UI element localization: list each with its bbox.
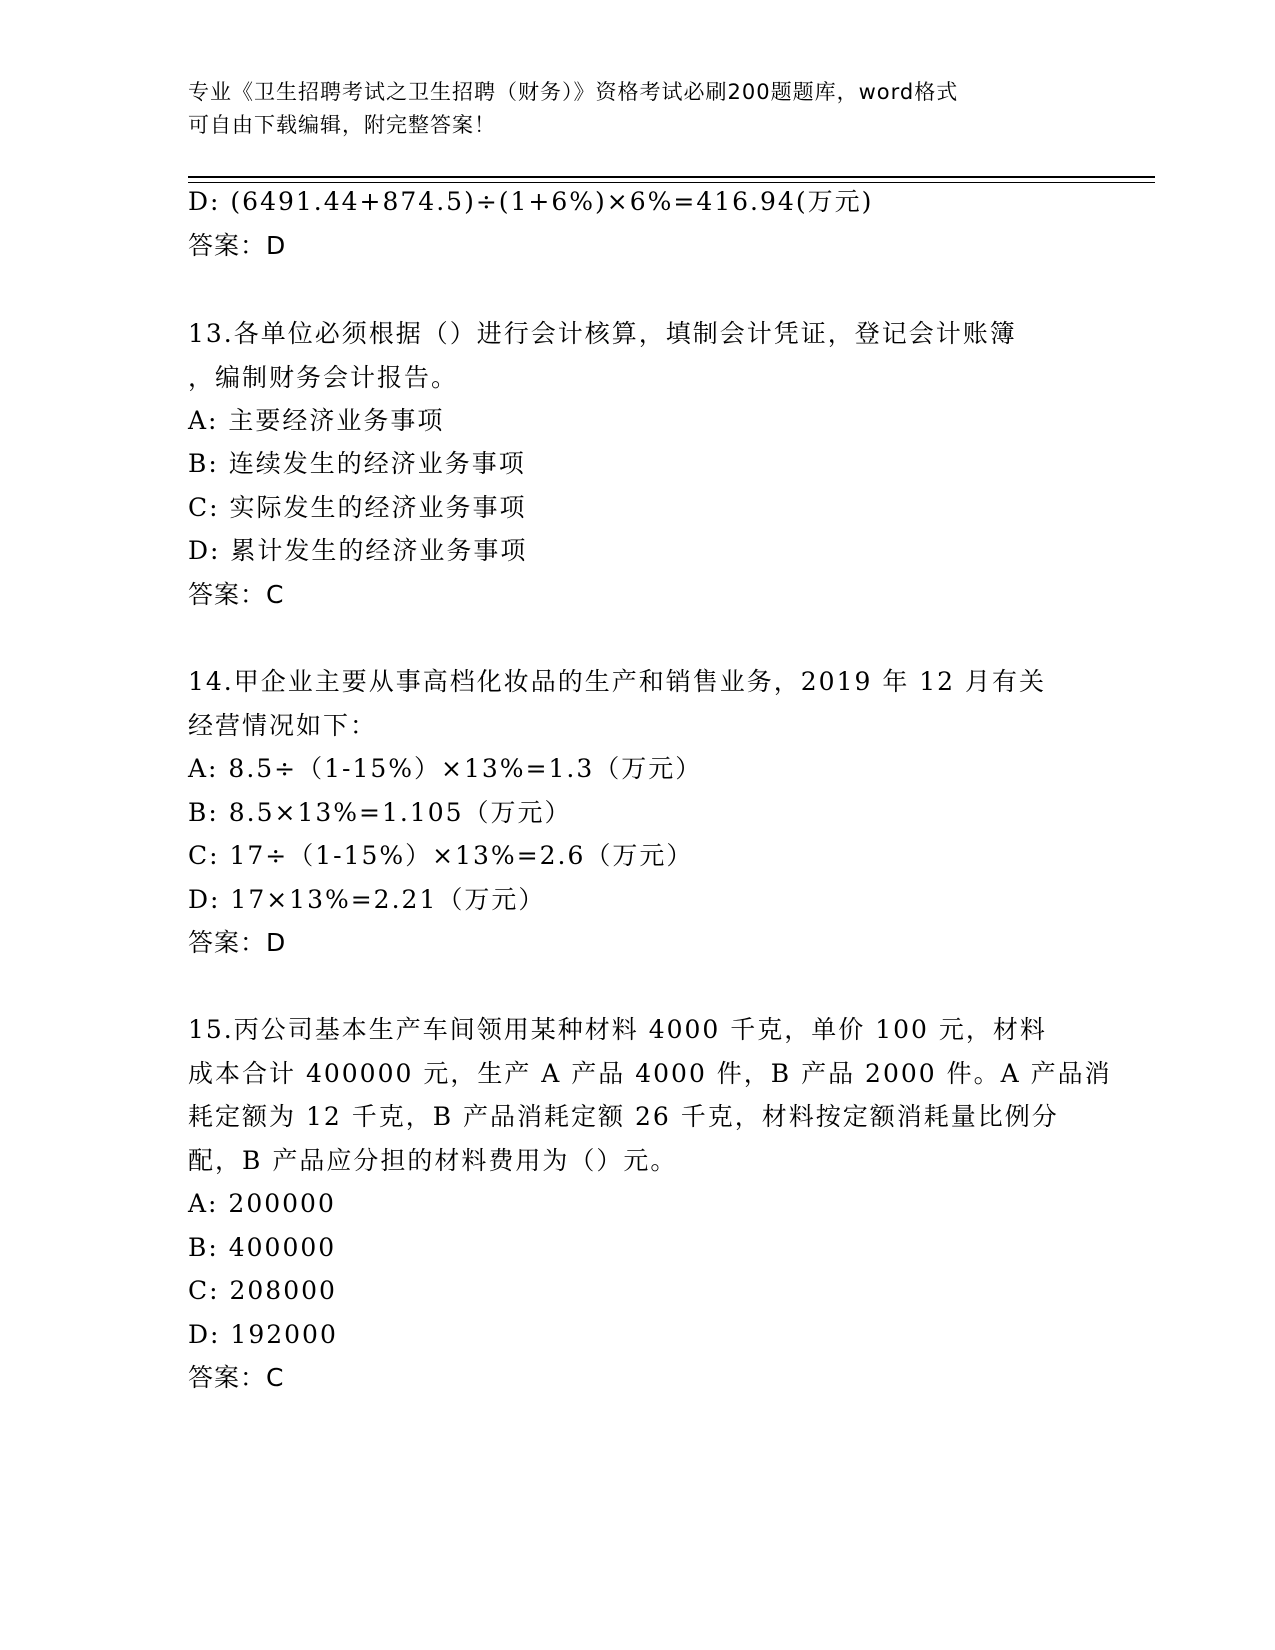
q13-stem-line-2: ，编制财务会计报告。 [188,363,459,392]
q15-stem-line-3: 耗定额为 12 千克，B 产品消耗定额 26 千克，材料按定额消耗量比例分 [188,1102,1059,1131]
q15-option-d: D: 192000 [188,1320,338,1349]
q14-option-c: C: 17÷（1-15%）×13%=2.6（万元） [188,841,694,870]
header-divider-thin [188,182,1155,183]
header-line-1: 专业《卫生招聘考试之卫生招聘（财务）》资格考试必刷200题题库，word格式 [188,80,959,104]
q14-option-d: D: 17×13%=2.21（万元） [188,885,546,914]
q15-stem-line-1: 15.丙公司基本生产车间领用某种材料 4000 千克，单价 100 元，材料 [188,1015,1047,1044]
q15-option-a: A: 200000 [188,1189,336,1218]
q15-option-b: B: 400000 [188,1233,337,1262]
q13-answer: 答案：C [188,580,285,609]
q13-option-a: A: 主要经济业务事项 [188,406,445,435]
prev-answer: 答案：D [188,231,287,260]
q14-option-b: B: 8.5×13%=1.105（万元） [188,798,572,827]
q14-stem-line-1: 14.甲企业主要从事高档化妆品的生产和销售业务，2019 年 12 月有关 [188,667,1047,696]
prev-option-d: D: (6491.44+874.5)÷(1+6%)×6%=416.94(万元) [188,187,874,216]
q15-stem-line-4: 配，B 产品应分担的材料费用为（）元。 [188,1146,678,1175]
q15-stem-line-2: 成本合计 400000 元，生产 A 产品 4000 件，B 产品 2000 件。A 产品消 [188,1059,1112,1088]
q14-stem-line-2: 经营情况如下： [188,711,378,740]
q15-answer: 答案：C [188,1363,285,1392]
q13-option-c: C: 实际发生的经济业务事项 [188,493,527,522]
header-divider-thick [188,176,1155,178]
document-header [188,76,1088,142]
q15-option-c: C: 208000 [188,1276,337,1305]
header-line-2: 可自由下载编辑，附完整答案！ [188,113,496,137]
q13-stem-line-1: 13.各单位必须根据（）进行会计核算，填制会计凭证，登记会计账簿 [188,319,1017,348]
q14-answer: 答案：D [188,928,287,957]
q13-option-d: D: 累计发生的经济业务事项 [188,536,528,565]
q13-option-b: B: 连续发生的经济业务事项 [188,449,526,478]
q14-option-a: A: 8.5÷（1-15%）×13%=1.3（万元） [188,754,703,783]
